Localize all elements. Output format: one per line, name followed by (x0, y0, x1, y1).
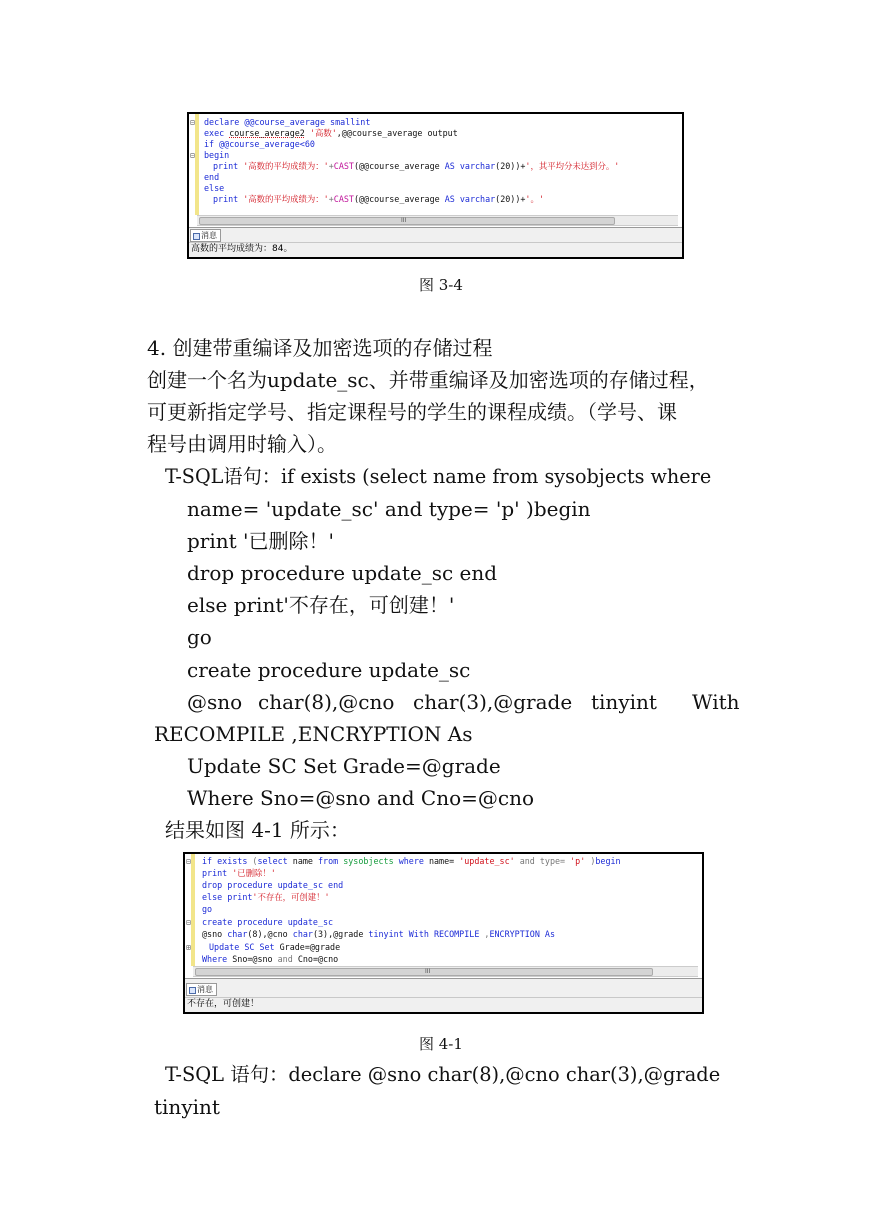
editor-gutter (195, 114, 199, 215)
paragraph-line: 创建一个名为update_sc、并带重编译及加密选项的存储过程， (147, 368, 709, 392)
tsql-line: Update SC Set Grade=@grade (187, 754, 501, 778)
code-line: go (202, 904, 213, 914)
scrollbar-grip: III (425, 968, 431, 975)
code-line: end (204, 172, 220, 182)
tsql-word: char(3),@grade (413, 690, 573, 714)
code-editor[interactable] (185, 854, 702, 966)
figure-caption: 图 4-1 (419, 1035, 463, 1053)
figure-4-1-screenshot (183, 852, 704, 1014)
tab-messages[interactable]: 消息 (186, 983, 217, 996)
tsql-line: name= 'update_sc' and type= 'p' )begin (187, 497, 591, 521)
result-line: 结果如图 4-1 所示： (165, 818, 350, 842)
message-text: 不存在，可创建！ (187, 999, 260, 1009)
code-line: Where Sno=@sno and Cno=@cno (202, 954, 339, 964)
scrollbar-grip: III (401, 217, 407, 224)
code-line: declare @@course_average smallint (204, 117, 371, 127)
messages-panel (189, 227, 682, 258)
message-text: 高数的平均成绩为：84。 (191, 244, 293, 254)
panel-divider (189, 242, 682, 243)
scrollbar-thumb[interactable] (199, 217, 615, 225)
code-line: begin (204, 150, 230, 160)
code-line: else print'不存在，可创建！' (202, 892, 330, 902)
horizontal-scrollbar[interactable] (197, 215, 678, 226)
code-line: create procedure update_sc (202, 917, 334, 927)
code-line: if exists (select name from sysobjects where name= 'update_sc' and type= 'p' )begin (202, 856, 621, 866)
code-line: print '已删除！' (202, 868, 276, 878)
tsql-line: Where Sno=@sno and Cno=@cno (187, 786, 535, 810)
code-line: print '高数的平均成绩为：'+CAST(@@course_average AS varchar(20))+'，其平均分未达到分。' (213, 161, 620, 171)
panel-divider (185, 997, 702, 998)
code-line: drop procedure update_sc end (202, 880, 344, 890)
tsql-line: RECOMPILE ,ENCRYPTION As (154, 722, 473, 746)
message-icon (189, 987, 196, 994)
code-line: @sno char(8),@cno char(3),@grade tinyint With RECOMPILE ,ENCRYPTION As (202, 929, 556, 939)
figure-3-4-screenshot (187, 112, 684, 259)
tsql-line: tinyint (154, 1095, 220, 1119)
scrollbar-thumb[interactable] (195, 968, 653, 976)
tsql-word: With (692, 690, 740, 714)
tsql-line: drop procedure update_sc end (187, 561, 498, 585)
tsql-word: char(8),@cno (258, 690, 395, 714)
code-line: if @@course_average<60 (204, 139, 315, 149)
collapse-marker-icon[interactable]: ⊞ (186, 943, 191, 952)
figure-caption: 图 3-4 (419, 276, 463, 294)
collapse-marker-icon[interactable]: ⊟ (186, 918, 191, 927)
tab-messages[interactable]: 消息 (190, 229, 221, 242)
tsql-line: create procedure update_sc (187, 658, 471, 682)
tsql-word: tinyint (591, 690, 657, 714)
code-editor[interactable] (189, 114, 682, 215)
code-line: print '高数的平均成绩为：'+CAST(@@course_average AS varchar(20))+'。' (213, 194, 544, 204)
horizontal-scrollbar[interactable] (193, 966, 698, 977)
messages-panel (185, 978, 702, 1013)
collapse-marker-icon[interactable]: ⊟ (186, 857, 191, 866)
paragraph-line: 可更新指定学号、指定课程号的学生的课程成绩。（学号、课 (147, 400, 677, 424)
message-icon (193, 233, 200, 240)
tsql-word: @sno (187, 690, 243, 714)
tsql-line: T-SQL语句：if exists (select name from sysobjects where (165, 465, 712, 488)
section-heading: 4. 创建带重编译及加密选项的存储过程 (147, 336, 493, 360)
paragraph-line: 程号由调用时输入）。 (147, 432, 337, 456)
code-line: exec course_average2 '高数',@@course_average output (204, 128, 458, 138)
collapse-marker-icon[interactable]: ⊟ (190, 151, 195, 160)
tsql-line: else print'不存在，可创建！' (187, 593, 455, 617)
code-line: Update SC Set Grade=@grade (209, 942, 341, 952)
tsql-line: go (187, 625, 212, 649)
tsql-line: T-SQL 语句：declare @sno char(8),@cno char(3),@grade (165, 1063, 721, 1086)
tsql-line: print '已删除！' (187, 529, 335, 553)
code-line: else (204, 183, 225, 193)
collapse-marker-icon[interactable]: ⊟ (190, 118, 195, 127)
